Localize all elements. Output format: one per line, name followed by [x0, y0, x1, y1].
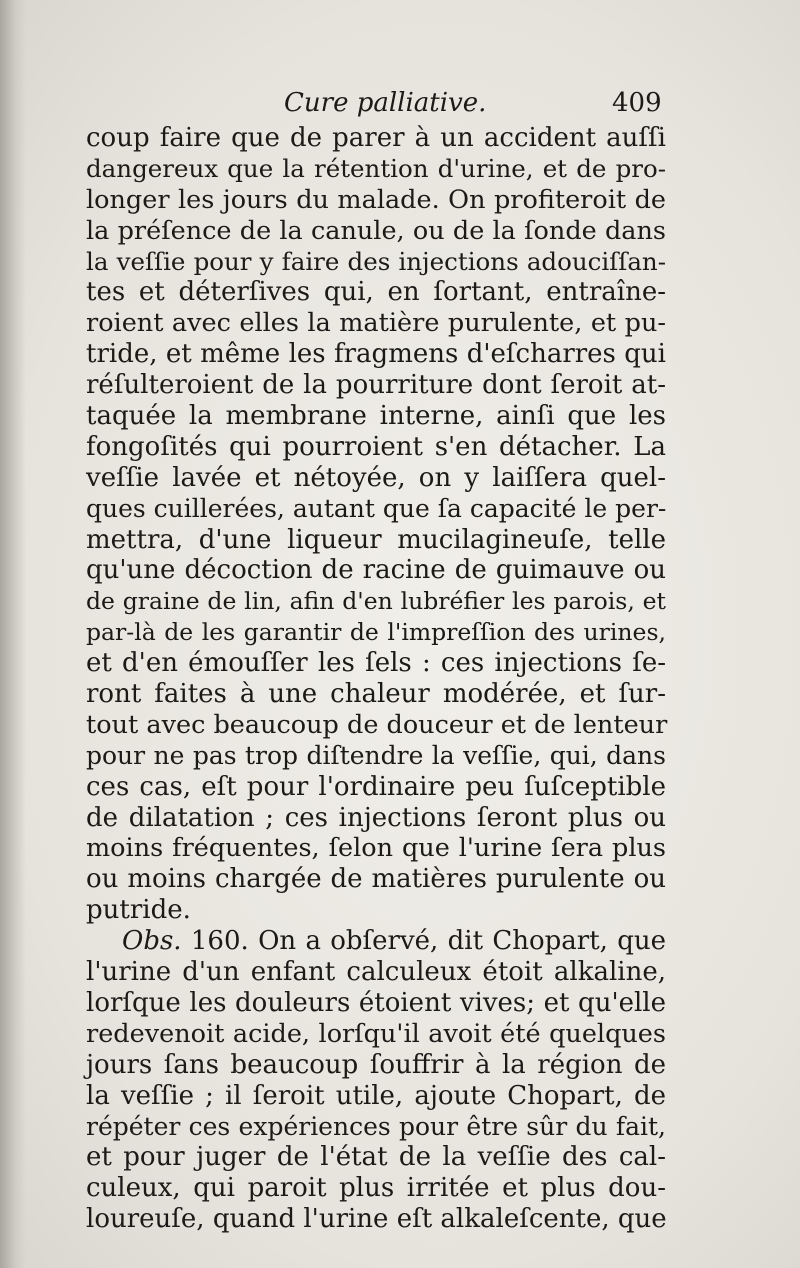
text-line: de graine de lin, afin d'en lubréfier les parois, et — [86, 587, 666, 616]
text-line: pour ne pas trop diſtendre la veſſie, qui, dans — [86, 740, 666, 770]
text-line: culeux, qui paroit plus irritée et plus dou- — [86, 1173, 666, 1204]
text-line — [86, 926, 666, 957]
text-line: la veſſie ; il ſeroit utile, ajoute Chopart, de — [86, 1080, 666, 1111]
text-line: coup faire que de parer à un accident auſſi — [86, 123, 666, 153]
text-line: tout avec beaucoup de douceur et de lenteur — [86, 709, 668, 740]
observation-label: Obs. — [122, 926, 182, 957]
text-line: lorſque les douleurs étoient vives; et qu'elle — [86, 987, 666, 1018]
text-line: ou moins chargée de matières purulente ou — [86, 864, 666, 895]
paragraph — [86, 926, 666, 1235]
text-line: ront faites à une chaleur modérée, et ſur- — [86, 679, 666, 710]
text-line: l'urine d'un enfant calculeux étoit alkaline, — [86, 957, 666, 988]
text-line: veſſie lavée et nétoyée, on y laiſſera quel- — [86, 462, 666, 493]
text-line: mettra, d'une liqueur mucilagineuſe, telle — [86, 524, 666, 555]
text-line: longer les jours du malade. On profiteroit de — [86, 184, 666, 215]
text-line: roient avec elles la matière purulente, et pu- — [86, 308, 666, 339]
text-line: qu'une décoction de racine de guimauve ou — [86, 555, 666, 586]
text-line: par-là de les garantir de l'impreſſion des urines, — [86, 618, 666, 647]
observation-intro: 160. On a obſervé, dit Chopart, que — [181, 926, 666, 957]
page-gutter-shadow — [0, 0, 26, 1268]
text-line: réſulteroient de la pourriture dont ſeroit at- — [86, 370, 666, 401]
text-line: tride, et même les fragmens d'eſcharres qui — [86, 339, 666, 370]
page-number: 409 — [612, 88, 662, 118]
text-line: fongoſités qui pourroient s'en détacher. La — [86, 431, 666, 462]
text-line: la veſſie pour y faire des injections adouciſſan- — [86, 246, 666, 276]
text-line: moins fréquentes, ſelon que l'urine ſera plus — [86, 833, 666, 864]
text-line: dangereux que la rétention d'urine, et de pro- — [86, 153, 666, 183]
text-line: taquée la membrane interne, ainſi que les — [86, 401, 666, 432]
text-line: la préſence de la canule, ou de la ſonde dans — [86, 215, 666, 246]
text-line: de dilatation ; ces injections ſeront plus ou — [86, 802, 666, 833]
running-title: Cure palliative. — [284, 88, 487, 118]
text-line: jours ſans beaucoup ſouffrir à la région de — [86, 1049, 666, 1080]
paragraph — [86, 123, 666, 926]
text-line: redevenoit acide, lorſqu'il avoit été quelques — [86, 1018, 666, 1049]
text-line: répéter ces expériences pour être sûr du fait, — [86, 1111, 666, 1141]
text-line: putride. — [86, 895, 191, 926]
text-line: et pour juger de l'état de la veſſie des cal- — [86, 1142, 666, 1173]
text-line: et d'en émouſſer les ſels : ces injections ſe- — [86, 648, 666, 679]
body-text — [86, 123, 666, 1235]
text-line: ques cuillerées, autant que ſa capacité le per- — [86, 493, 667, 523]
text-line: ces cas, eſt pour l'ordinaire peu ſuſceptible — [86, 771, 666, 802]
text-line: tes et déterſives qui, en ſortant, entraîne- — [86, 277, 666, 308]
text-line: loureuſe, quand l'urine eſt alkaleſcente, que — [86, 1204, 667, 1235]
